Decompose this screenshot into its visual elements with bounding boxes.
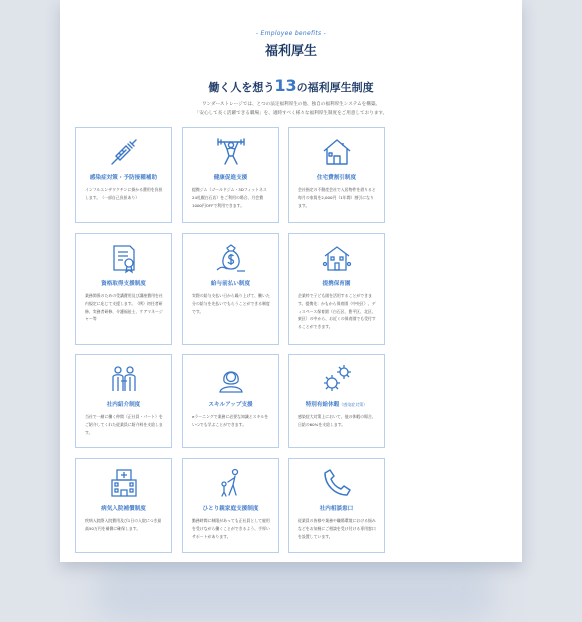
referral-people-icon — [76, 363, 171, 395]
benefit-title: 社内相談窓口 — [319, 506, 354, 512]
phone-icon — [289, 467, 384, 499]
benefit-card — [288, 233, 385, 345]
benefit-title: 健康促進支援 — [213, 175, 248, 181]
headline-number: 13 — [274, 76, 297, 95]
benefit-card — [75, 458, 172, 553]
benefit-description: 業務関係のための受講費用及び講座費用を社内規定に応じて支援します。（例）初任者研修、実務者研修、介護福祉士、ケアマネージャー等 — [85, 293, 163, 322]
benefit-title: 特別有給休暇（感染症対策） — [305, 402, 368, 408]
benefit-description: 疾病入院際入院費用及び1日の入院につき最高50万円を補償に確保します。 — [85, 518, 162, 531]
benefit-description: 企業枠で子ども園を活用することができます。提携先：かもから保育園（中央区）、ディスペース保育園（白石区、豊平区、北区、東区）の中から、お近くの保育園でも受付することができます。 — [298, 293, 376, 330]
benefit-description: 従業員の皆様や業務や職場環境における悩みなどをお気軽にご相談を受け付ける専用窓口を設置しています。 — [298, 518, 376, 539]
benefit-card — [75, 233, 172, 345]
intro-line-2: 「安心して長く活躍できる職場」を、適時すべく様々な福利厚生制度をご用意しております。 — [194, 111, 388, 116]
benefit-card — [288, 458, 385, 553]
caregiver-icon — [183, 467, 278, 499]
benefit-title: ひとり親家庭支援制度 — [202, 506, 259, 512]
benefit-card — [182, 354, 279, 448]
intro-line-1: ワンダーストレージでは、とつの法定福利厚生の他、独自の福利厚生システムを構築。 — [201, 102, 381, 107]
benefit-title: 資格取得支援制度 — [101, 281, 146, 287]
woman-avatar-icon — [183, 363, 278, 395]
benefit-description: 実際の給与支払い日から繰り上げて、働いた分の給与を先払いでもらうことができる制度です。 — [192, 293, 270, 314]
headline-post: の福利厚生制度 — [296, 81, 374, 94]
benefit-description: 当社で一緒に働く仲間（正社員・パート）をご紹介してくれた従業員に紹介料を支給します。 — [85, 414, 163, 435]
benefit-title: 社内紹介制度 — [106, 402, 141, 408]
benefit-card — [75, 127, 172, 223]
benefit-card — [288, 354, 385, 448]
benefit-description: eラーニングで業務に必要な知識とスキルをいつでも学ぶことができます。 — [192, 414, 269, 427]
benefit-title: 提携保育園 — [322, 281, 351, 287]
section-title: 福利厚生 — [264, 44, 317, 59]
benefit-card — [182, 127, 279, 223]
headline-pre: 働く人を想う — [208, 81, 275, 94]
benefit-description: 会社指定の不動産会社で入居物件を借りると毎月の家賃を2,000円（1年間）割引になります。 — [298, 187, 376, 208]
money-bag-icon — [183, 242, 278, 274]
benefit-description: インフルエンザワクチンに掛かる費用を負担します。（一部自己負担あり） — [85, 187, 163, 200]
intro-text — [60, 100, 522, 118]
benefit-title-note: （感染症対策） — [339, 402, 368, 407]
benefit-card — [75, 354, 172, 448]
page-shadow — [95, 560, 495, 622]
benefit-description: 感染症大対策上において、他の休暇の場合、日給の60%を支給します。 — [298, 414, 376, 427]
nursery-icon — [289, 242, 384, 274]
benefit-title: スキルアップ支援 — [208, 402, 253, 408]
benefit-card — [288, 127, 385, 223]
headline — [60, 76, 522, 95]
benefit-card — [182, 458, 279, 553]
benefit-card — [182, 233, 279, 345]
virus-icon — [289, 363, 384, 395]
benefit-description: 提携ジム（ゴールドジム・3Dフィットネス24札幌白石店）をご利用の場合、月会費1000円OFFで利用できます。 — [192, 187, 267, 208]
benefit-title: 感染症対策・予防接種補助 — [89, 175, 158, 181]
weightlifter-icon — [183, 136, 278, 168]
benefit-title: 病気入院補償制度 — [101, 506, 146, 512]
section-subtitle: - Employee benefits - — [255, 30, 327, 37]
benefit-title: 住宅費割引制度 — [316, 175, 357, 181]
hospital-icon — [76, 467, 171, 499]
syringe-icon — [76, 136, 171, 168]
certificate-icon — [76, 242, 171, 274]
benefit-description: 勤務時間に制限があっても正社員として雇用を受けながら働くことができるよう、手厚いサポートがあります。 — [192, 518, 270, 539]
house-icon — [289, 136, 384, 168]
benefit-title: 給与前払い制度 — [210, 281, 251, 287]
